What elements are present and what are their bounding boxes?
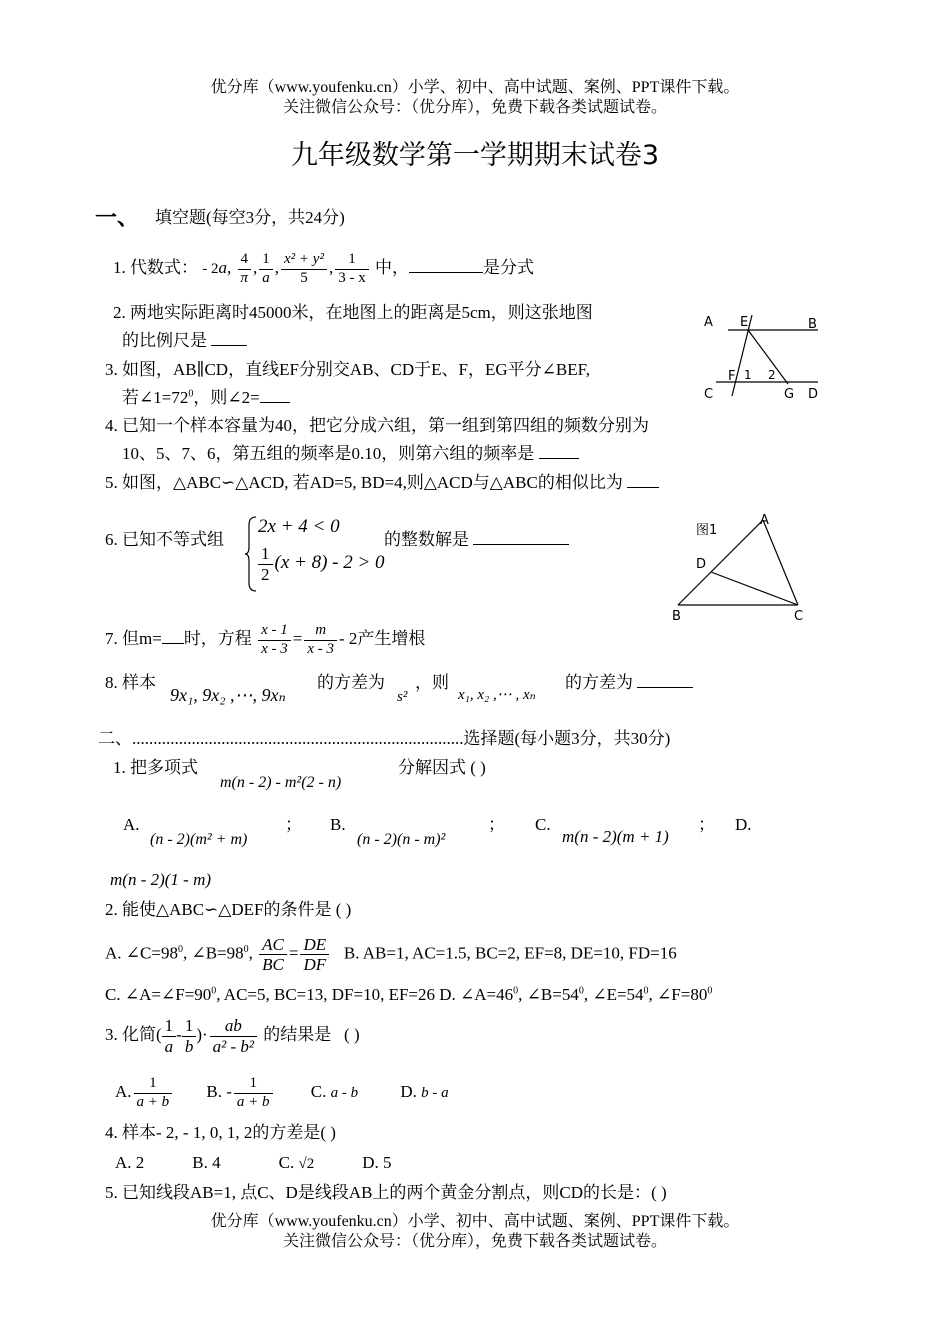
label-f: F	[728, 369, 736, 384]
question-6-prefix: 6. 已知不等式组	[105, 530, 224, 549]
q8-s-squared: s²	[397, 689, 408, 705]
question-2-line-2: 的比例尺是	[122, 331, 247, 351]
q1-term-neg2: - 2	[202, 261, 219, 277]
s2-q2-options-line-2: C. $\angle A=\angle F=90^0$, AC=5, BC=13, DF=10, EF=26 D. $\angle A=46^0$, $\angle B=54^0$, $\angle E=54^0$, $\angle F=80^0$	[105, 985, 713, 1004]
page-title: 九年级数学第一学期期末试卷3	[290, 140, 660, 171]
q7-answer-blank[interactable]	[162, 629, 184, 644]
s2-q2-answer-paren[interactable]: ( )	[335, 900, 352, 919]
s2-q2-option-d[interactable]: , AC=5, BC=13, DF=10, EF=26 D. ∠A=46	[216, 985, 514, 1004]
s2-q3-answer-paren[interactable]: ( )	[344, 1025, 360, 1044]
question-5: 5. 如图，△ABC∽△ACD, 若AD=5, BD=4,则△ACD与△ABC的相似比为	[105, 473, 659, 493]
label-b: B	[672, 609, 681, 624]
s2-q3-option-c[interactable]: C.	[310, 1082, 327, 1101]
s2-q1-option-d-label[interactable]: D.	[735, 815, 752, 834]
question-7: 7. 但m= 时，方程 $\frac{x - 1}{x - 3}$ = $\frac{m}{x - 3}$ - 2产生增根	[105, 622, 426, 657]
s2-q3-option-b[interactable]: B. -	[206, 1082, 232, 1101]
figure-parallel-lines	[700, 310, 830, 405]
s2-q1-option-a-label[interactable]: A.	[123, 815, 140, 834]
s2-q5-answer-paren[interactable]: ( )	[651, 1183, 667, 1202]
label-angle-2: 2	[768, 368, 776, 382]
section1-number: 一、	[95, 205, 140, 230]
s2-q3-option-d[interactable]: D.	[400, 1082, 417, 1101]
s2-q3-option-a[interactable]: A.	[115, 1082, 132, 1101]
question-8-prefix: 8. 样本	[105, 673, 156, 692]
q6-suffix: 的整数解是	[384, 530, 569, 550]
q1-sep: ,	[227, 258, 232, 277]
header-line-1: 优分库（www.youfenku.cn）小学、初中、高中试题、案例、PPT课件下载。	[210, 79, 740, 96]
s2-q1-polynomial: m(n - 2) - m²(2 - n)	[220, 774, 342, 791]
q4-answer-blank[interactable]	[539, 444, 579, 459]
q8-suffix: 的方差为	[565, 673, 693, 693]
question-3-line-2: 若$\angle 1=72^0$，则∠2=	[122, 388, 290, 408]
label-b: B	[808, 317, 817, 332]
s2-q2-option-b[interactable]: B. AB=1, AC=1.5, BC=2, EF=8, DE=10, FD=16	[343, 943, 677, 963]
q5-answer-blank[interactable]	[627, 473, 659, 488]
section2-heading-line: 二、..............................................................................选择题(每小题3分，共30分)	[98, 729, 671, 748]
footer-line-2: 关注微信公众号：（优分库），免费下载各类试题试卷。	[282, 1233, 667, 1250]
question-1: 1. 代数式： - 2a, $\frac{4}{\pi}$ , $\frac{1}{a}$ , $\frac{\text{x² + y²}}{5}$ , $\frac{1}{3 - x}$ 中， 是分式	[113, 251, 534, 286]
label-d: D	[808, 387, 819, 402]
side-ab	[678, 520, 763, 605]
s2-question-1: 1. 把多项式	[113, 758, 198, 777]
label-a: A	[704, 315, 713, 330]
s2-q1-option-c: m(n - 2)(m + 1)	[562, 827, 669, 846]
s2-q2-options-line-1: A. $\angle C=98^0$, $\angle B=98^0$, $\frac{AC}{BC}$ = $\frac{DE}{DF}$ B. AB=1, AC=1.5, BC=2, EF=8, DE=10, FD=16	[105, 934, 677, 975]
s2-q1-option-d: m(n - 2)(1 - m)	[110, 870, 212, 889]
s2-q3-options: A. $\frac{1}{a + b}$ B. - $\frac{1}{a + b}$ C. a - b D. b - a	[115, 1075, 449, 1110]
s2-q4-option-a[interactable]: A. 2	[115, 1153, 145, 1172]
s2-question-4: 4. 样本- 2, - 1, 0, 1, 2的方差是( )	[105, 1123, 336, 1142]
q1-frac-x2y2-5: $\frac{\text{x² + y²}}{5}$	[281, 251, 327, 287]
q1-frac-1-a: $\frac{1}{a}$	[259, 251, 273, 287]
side-ac	[763, 520, 798, 605]
s2-q4-option-b[interactable]: B. 4	[192, 1153, 221, 1172]
q1-suffix: 是分式	[482, 258, 534, 277]
q8-sample-scaled: 9x₁, 9x₂ ,⋯, 9xₙ	[170, 685, 286, 705]
label-a: A	[760, 513, 769, 528]
s2-question-5: 5. 已知线段AB=1, 点C、D是线段AB上的两个黄金分割点，则CD的长是：( )	[105, 1183, 667, 1202]
q8-answer-blank[interactable]	[637, 673, 693, 688]
footer-line-1: 优分库（www.youfenku.cn）小学、初中、高中试题、案例、PPT课件下载。	[210, 1213, 740, 1230]
s2-q2-option-c[interactable]: C. ∠A=∠F=90	[105, 985, 212, 1004]
s2-q1-option-b-label[interactable]: B.	[330, 815, 346, 834]
s2-q1-option-b: (n - 2)(n - m)²	[357, 831, 446, 848]
q2-answer-blank[interactable]	[211, 331, 247, 346]
q8-mid: 的方差为	[317, 673, 385, 692]
q6-inequality-2: $\frac{1}{2}$ (x + 8) - 2 > 0	[256, 544, 385, 584]
s2-q1-option-a: (n - 2)(m² + m)	[150, 831, 248, 848]
label-c: C	[794, 609, 804, 624]
s2-q1-suffix: 分解因式 ( )	[398, 758, 486, 777]
question-4-line-1: 4. 已知一个样本容量为40，把它分成六组，第一组到第四组的频数分别为	[105, 416, 649, 435]
s2-q1-option-c-label[interactable]: C.	[535, 815, 551, 834]
q8-sample-original: x₁, x₂ ,⋯ , xₙ	[458, 687, 536, 703]
s2-q4-option-d[interactable]: D. 5	[362, 1153, 392, 1172]
s2-q4-options: A. 2 B. 4 C. √2 D. 5	[115, 1153, 392, 1172]
q8-comma: ，则	[415, 673, 449, 692]
s2-q4-answer-paren[interactable]: ( )	[320, 1123, 336, 1142]
label-g: G	[784, 387, 795, 402]
q6-answer-blank[interactable]	[473, 530, 569, 545]
q6-inequality-1: 2x + 4 < 0	[258, 516, 340, 537]
q1-mid: 中，	[374, 258, 409, 277]
q1-frac-1-3x: $\frac{1}{3 - x}$	[335, 251, 369, 287]
s2-q1-semi-b: ；	[488, 815, 505, 834]
figure-caption: 图1	[696, 523, 718, 538]
question-4-line-2: 10、5、7、6，第五组的频率是0.10，则第六组的频率是	[122, 444, 579, 464]
label-e: E	[740, 315, 749, 330]
s2-question-2: 2. 能使△ABC∽△DEF的条件是 ( )	[105, 900, 352, 919]
q3-answer-blank[interactable]	[260, 388, 290, 403]
segment-dc	[711, 572, 798, 605]
q1-frac-4-pi: $\frac{4}{\pi}$	[238, 251, 252, 287]
s2-q2-option-a[interactable]: A. ∠C=98	[105, 943, 178, 963]
s2-q1-answer-paren[interactable]: ( )	[470, 758, 486, 777]
s2-question-3: 3. 化简( $\frac{1}{a}$ - $\frac{1}{b}$ )· $\frac{ab}{\text{a² - b²}}$ 的结果是 ( )	[105, 1016, 360, 1056]
figure-similar-triangles	[668, 510, 818, 625]
question-2-line-1: 2. 两地实际距离时45000米，在地图上的距离是5cm，则这张地图	[113, 303, 593, 322]
label-d: D	[696, 557, 707, 572]
section1-heading: 填空题(每空3分，共24分)	[155, 208, 345, 227]
label-c: C	[704, 387, 714, 402]
s2-q4-option-c[interactable]: C.	[278, 1153, 295, 1172]
question-3-line-1: 3. 如图，AB∥CD，直线EF分别交AB、CD于E、F，EG平分∠BEF,	[105, 360, 590, 379]
s2-q1-semi-a: ；	[285, 815, 302, 834]
q1-prefix: 1. 代数式：	[113, 258, 198, 277]
label-angle-1: 1	[744, 368, 752, 382]
header-line-2: 关注微信公众号：（优分库），免费下载各类试题试卷。	[282, 99, 667, 116]
q1-term-a: a	[218, 258, 227, 277]
s2-q1-semi-c: ；	[698, 815, 715, 834]
q1-answer-blank[interactable]	[409, 258, 483, 273]
